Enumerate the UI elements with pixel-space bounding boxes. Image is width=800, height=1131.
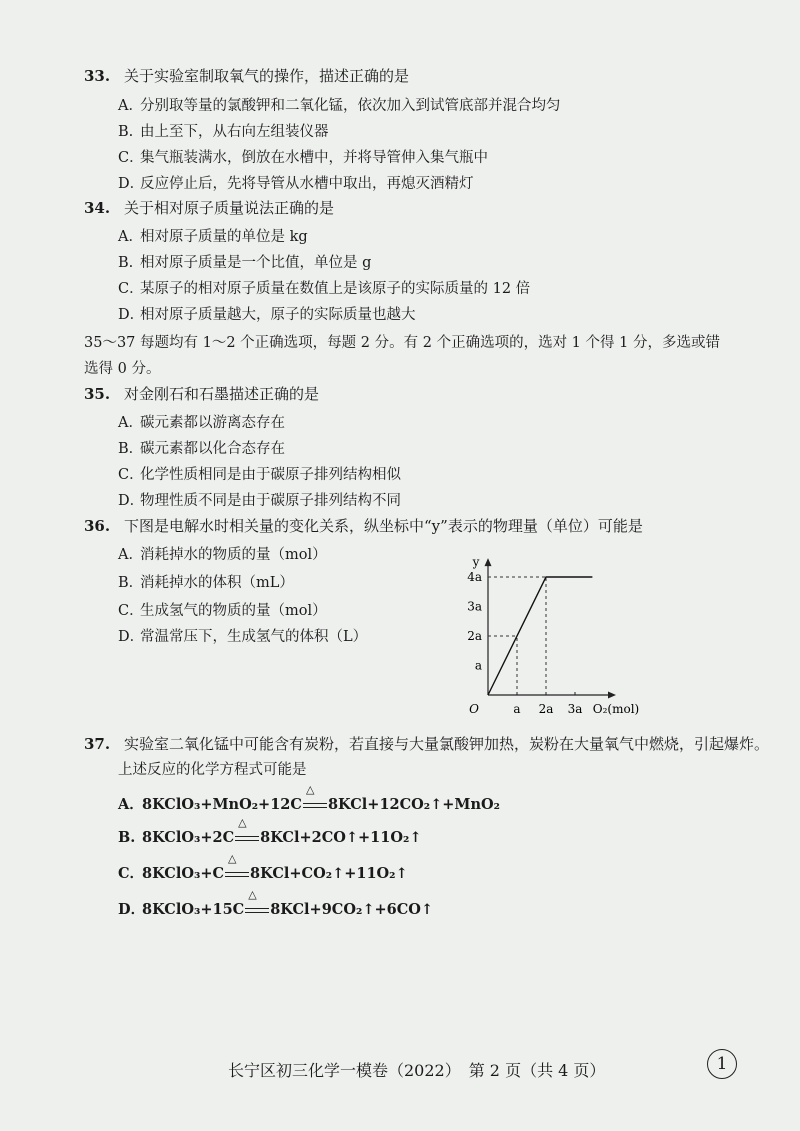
question-text: 关于实验室制取氧气的操作，描述正确的是 (124, 67, 410, 85)
question-number: 33. (84, 67, 111, 85)
option-36-a: A．消耗掉水的物质的量（mol） (118, 547, 327, 563)
equation-c: C．8KClO₃+C △ 8KCl+CO₂↑+11O₂↑ (118, 852, 408, 882)
heat-symbol: △ (248, 888, 257, 901)
x-axis-label: O₂(mol) (592, 702, 640, 716)
x-tick-label: 2a (538, 702, 554, 716)
question-text: 关于相对原子质量说法正确的是 (124, 199, 335, 217)
heat-symbol: △ (305, 783, 315, 796)
option-35-d: D．物理性质不同是由于碳原子排列结构不同 (118, 493, 401, 509)
question-number: 35. (84, 385, 111, 403)
option-36-c: C．生成氢气的物质的量（mol） (118, 603, 327, 619)
page-footer: 长宁区初三化学一模卷（2022） 第 2 页（共 4 页） (228, 1061, 606, 1080)
section-instruction: 35～37 每题均有 1～2 个正确选项，每题 2 分。有 2 个正确选项的，选对 1 个得 1 分，多选或错选得 0 分。 (84, 335, 720, 377)
option-34-d: D．相对原子质量越大，原子的实际质量也越大 (118, 307, 416, 323)
x-tick-label: a (513, 702, 521, 716)
heat-symbol: △ (238, 816, 247, 829)
equation-a: A．8KClO₃+MnO₂+12C △ 8KCl+12CO₂↑+MnO₂ (118, 783, 501, 813)
y-tick-label: a (474, 658, 482, 673)
y-tick-label: 4a (467, 570, 482, 584)
heat-symbol: △ (228, 852, 237, 865)
question-text: 对金刚石和石墨描述正确的是 (124, 385, 320, 403)
question-number: 37. (84, 735, 111, 753)
x-tick-label: 3a (567, 702, 583, 716)
page-circle-number: 1 (707, 1049, 737, 1079)
option-36-b: B．消耗掉水的体积（mL） (118, 575, 294, 591)
y-tick-label: 2a (467, 629, 482, 643)
option-33-a: A．分别取等量的氯酸钾和二氧化锰，依次加入到试管底部并混合均匀 (118, 98, 561, 114)
option-35-c: C．化学性质相同是由于碳原子排列结构相似 (118, 467, 401, 483)
option-34-b: B. 相对原子质量是一个比值，单位是 g (118, 255, 372, 271)
origin-label: O (469, 702, 479, 716)
question-37-line2: 上述反应的化学方程式可能是 (118, 762, 307, 778)
equation-b: B. 8KClO₃+2C △ 8KCl+2CO↑+11O₂↑ (118, 816, 422, 846)
question-number: 36. (84, 517, 111, 535)
question-text: 实验室二氧化锰中可能含有炭粉，若直接与大量氯酸钾加热，炭粉在大量氧气中燃烧，引起爆炸。 (124, 735, 770, 753)
option-35-b: B．碳元素都以化合态存在 (118, 441, 285, 457)
data-line-0 (488, 577, 592, 695)
option-33-d: D．反应停止后，先将导管从水槽中取出，再熄灭酒精灯 (118, 176, 474, 192)
y-tick-label: 3a (467, 599, 482, 614)
x-axis-arrow (608, 692, 616, 699)
option-35-a: A．碳元素都以游离态存在 (118, 415, 285, 431)
equation-d: D．8KClO₃+15C △ 8KCl+9CO₂↑+6CO↑ (118, 888, 434, 918)
electrolysis-chart (455, 545, 670, 720)
option-34-a: A．相对原子质量的单位是 kg (118, 229, 308, 245)
y-axis-arrow (485, 558, 492, 566)
option-34-c: C．某原子的相对原子质量在数值上是该原子的实际质量的 12 倍 (118, 281, 531, 297)
option-33-c: C．集气瓶装满水，倒放在水槽中，并将导管伸入集气瓶中 (118, 150, 488, 166)
option-33-b: B. 由上至下，从右向左组装仪器 (118, 124, 329, 140)
option-36-d: D．常温常压下，生成氢气的体积（L） (118, 629, 368, 645)
question-text: 下图是电解水时相关量的变化关系，纵坐标中“y”表示的物理量（单位）可能是 (124, 517, 643, 535)
y-axis-label: y (472, 555, 480, 570)
question-number: 34. (84, 199, 111, 217)
